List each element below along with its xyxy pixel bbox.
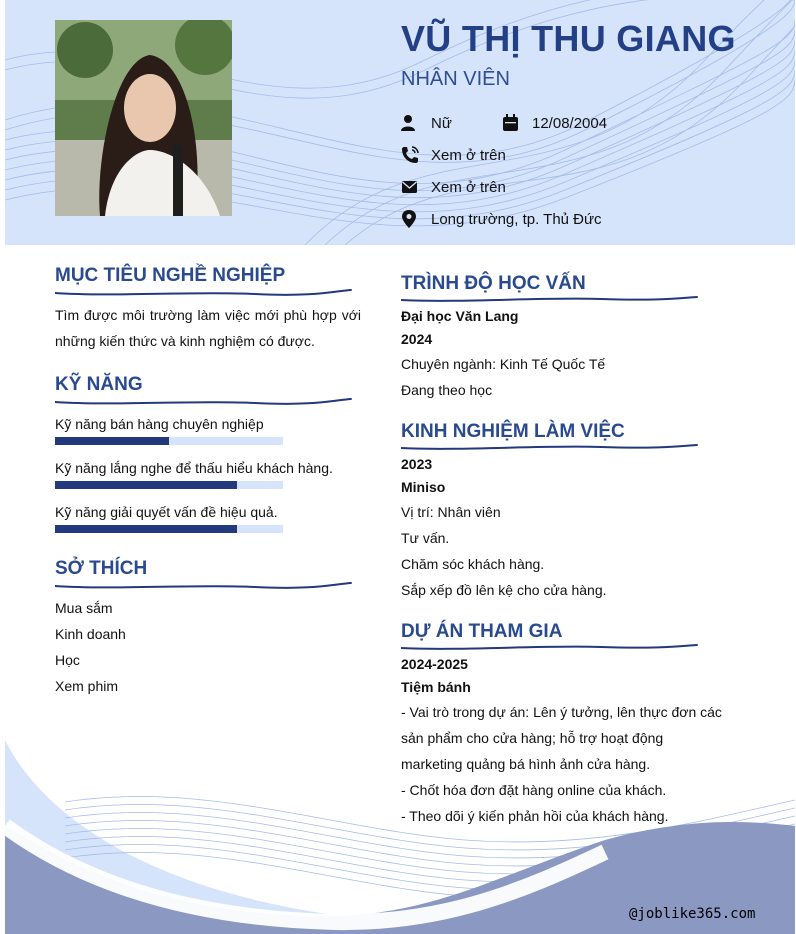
phone-row — [401, 146, 506, 164]
resume-header — [5, 0, 795, 245]
education-status: Đang theo học — [401, 382, 493, 398]
skills-title: KỸ NĂNG — [55, 374, 143, 395]
experience-title: KINH NGHIỆM LÀM VIỆC — [401, 421, 625, 442]
address-row — [401, 210, 602, 228]
project-description: - Vai trò trong dự án: Lên ý tưởng, lên thực đơn các sản phẩm cho cửa hàng; hỗ trợ hoạt động marketing quảng bá hình ảnh cửa hàng. — [401, 704, 722, 772]
skill-bar-fill-2 — [55, 481, 237, 489]
experience-line: Sắp xếp đồ lên kệ cho cửa hàng. — [401, 582, 607, 598]
candidate-role: NHÂN VIÊN — [401, 68, 510, 90]
education-title: TRÌNH ĐỘ HỌC VẤN — [401, 273, 586, 294]
profile-photo — [55, 20, 232, 216]
skills-title-underline — [55, 397, 355, 407]
phone-value: Xem ở trên — [431, 146, 506, 164]
skill-bar-3 — [55, 525, 283, 533]
experience-year: 2023 — [401, 456, 433, 472]
hobby-item: Kinh doanh — [55, 626, 126, 642]
education-school: Đại học Văn Lang — [401, 308, 519, 324]
hobbies-title: SỞ THÍCH — [55, 558, 148, 579]
experience-company: Miniso — [401, 479, 446, 495]
skill-label-1: Kỹ năng bán hàng chuyên nghiệp — [55, 416, 264, 432]
project-bullet: - Theo dõi ý kiến phản hồi của khách hàng. — [401, 808, 669, 824]
person-icon — [401, 114, 419, 132]
objective-text: Tìm được môi trường làm việc mới phù hợp với những kiến thức và kinh nghiệm có được. — [55, 307, 361, 349]
project-years: 2024-2025 — [401, 656, 468, 672]
objective-title: MỤC TIÊU NGHỀ NGHIỆP — [55, 265, 286, 286]
birthdate-row — [502, 114, 607, 132]
projects-title-underline — [401, 642, 701, 652]
project-bullet: - Chốt hóa đơn đặt hàng online của khách. — [401, 782, 667, 798]
map-pin-icon — [401, 210, 419, 228]
gender-value: Nữ — [431, 114, 452, 132]
phone-icon — [401, 146, 419, 164]
experience-line: Tư vấn. — [401, 530, 450, 546]
education-year: 2024 — [401, 331, 433, 347]
skill-label-3: Kỹ năng giải quyết vấn đề hiệu quả. — [55, 504, 278, 520]
footer-handle: @joblike365.com — [629, 906, 756, 922]
experience-title-underline — [401, 442, 701, 452]
skill-bar-2 — [55, 481, 283, 489]
skill-label-2: Kỹ năng lắng nghe để thấu hiểu khách hàng. — [55, 460, 333, 476]
hobby-item: Xem phim — [55, 678, 119, 694]
objective-title-underline — [55, 288, 355, 298]
hobbies-title-underline — [55, 581, 355, 591]
address-value: Long trường, tp. Thủ Đức — [431, 210, 602, 228]
footer-wave-decoration — [5, 740, 795, 934]
envelope-icon — [401, 178, 419, 196]
hobby-item: Học — [55, 652, 80, 668]
project-name: Tiệm bánh — [401, 679, 471, 695]
email-row — [401, 178, 506, 196]
skill-bar-1 — [55, 437, 283, 445]
skill-bar-fill-1 — [55, 437, 169, 445]
candidate-name: VŨ THỊ THU GIANG — [401, 18, 736, 59]
hobby-item: Mua sắm — [55, 600, 113, 616]
gender-row — [401, 114, 452, 132]
projects-title: DỰ ÁN THAM GIA — [401, 621, 563, 642]
education-title-underline — [401, 294, 701, 304]
email-value: Xem ở trên — [431, 178, 506, 196]
skill-bar-fill-3 — [55, 525, 237, 533]
education-major: Chuyên ngành: Kinh Tế Quốc Tế — [401, 356, 606, 372]
calendar-icon — [502, 114, 520, 132]
birthdate-value: 12/08/2004 — [532, 114, 608, 132]
resume-page — [5, 0, 795, 934]
experience-line: Chăm sóc khách hàng. — [401, 556, 545, 572]
experience-line: Vị trí: Nhân viên — [401, 504, 501, 520]
